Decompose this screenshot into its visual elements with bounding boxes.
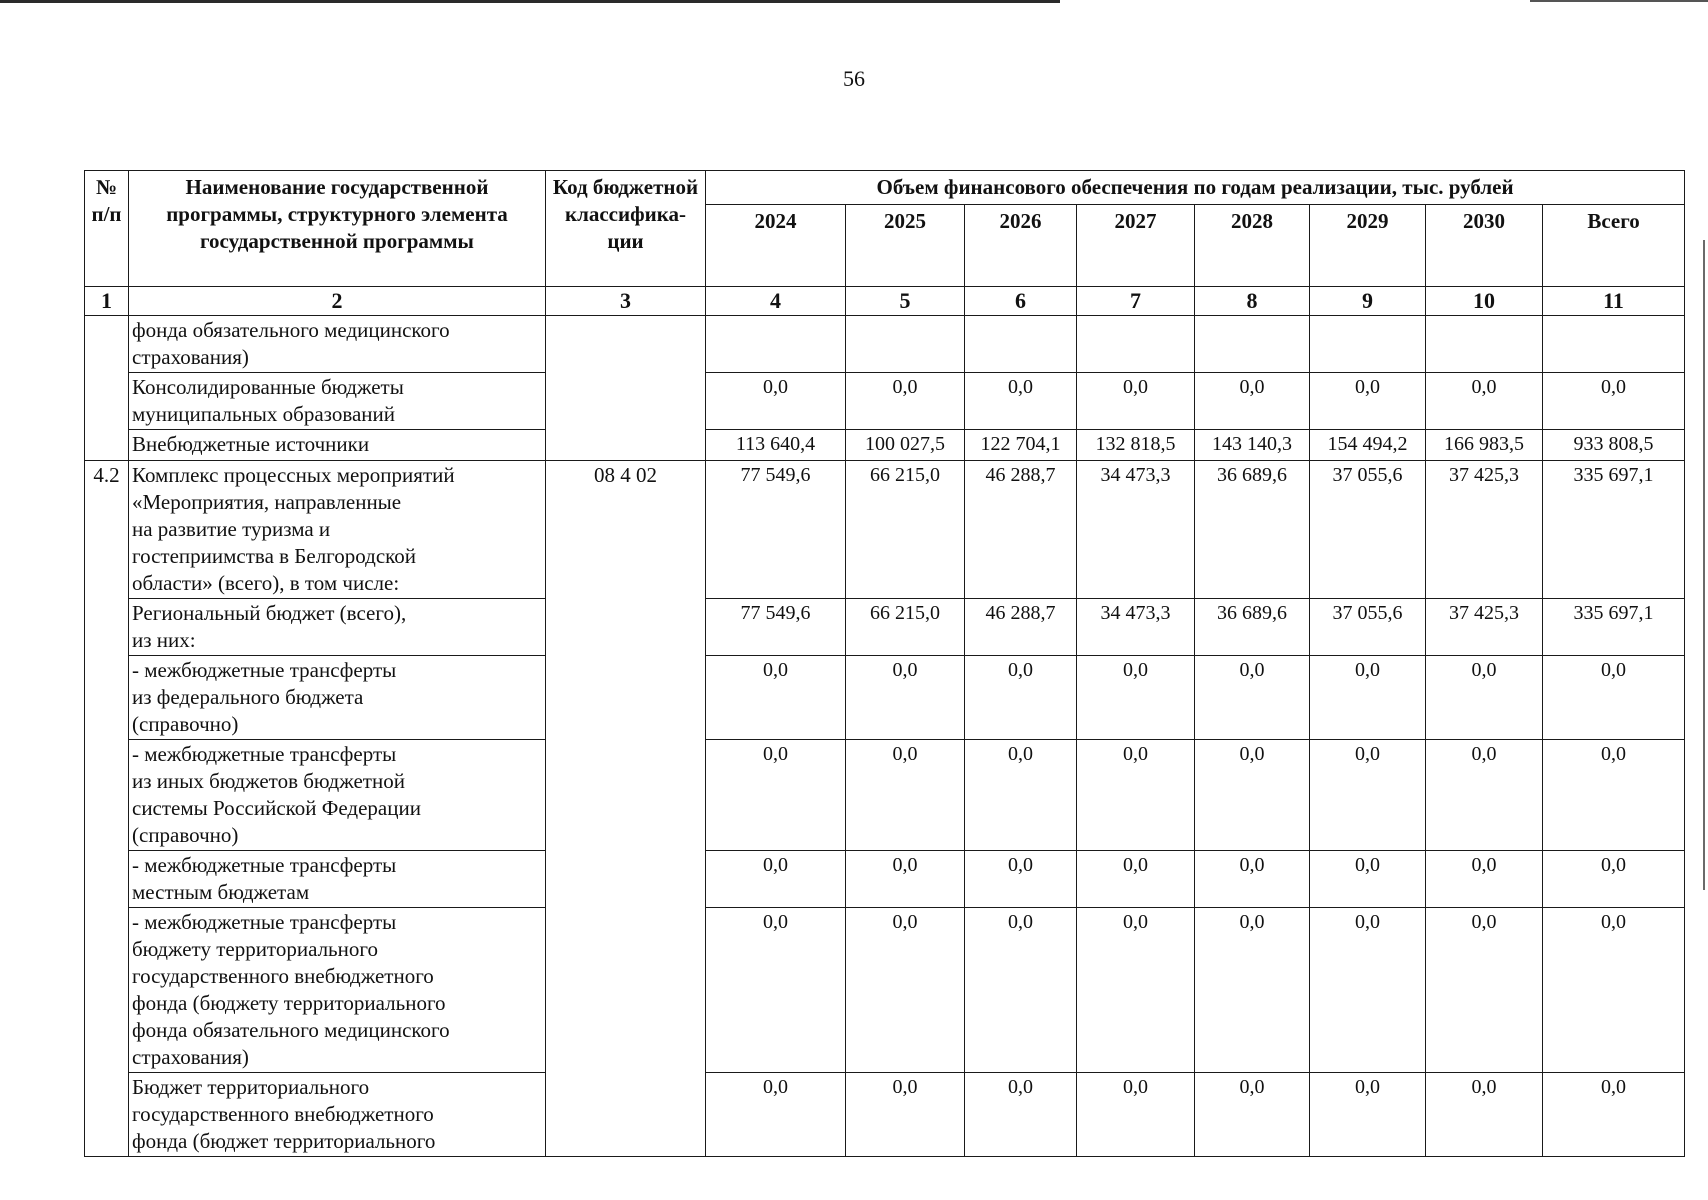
- header-year: 2024: [706, 205, 846, 287]
- value-cell: 335 697,1: [1543, 461, 1685, 599]
- value-cell: 37 055,6: [1310, 599, 1426, 656]
- table-row: [85, 461, 1685, 599]
- value-cell: 0,0: [846, 656, 965, 740]
- value-cell: 0,0: [1077, 1073, 1195, 1157]
- value-cell: 0,0: [1543, 851, 1685, 908]
- value-cell: 77 549,6: [706, 461, 846, 599]
- value-cell: 122 704,1: [965, 430, 1077, 461]
- value-cell: [1195, 316, 1310, 373]
- header-year: 2025: [846, 205, 965, 287]
- value-cell: 0,0: [1543, 740, 1685, 851]
- value-cell: [1077, 316, 1195, 373]
- value-cell: 36 689,6: [1195, 461, 1310, 599]
- value-cell: 0,0: [965, 656, 1077, 740]
- scan-edge-line: [0, 0, 1060, 3]
- value-cell: 0,0: [706, 1073, 846, 1157]
- value-cell: 0,0: [1426, 740, 1543, 851]
- value-cell: 0,0: [1426, 908, 1543, 1073]
- header-number: № п/п: [85, 171, 129, 287]
- header-year: 2026: [965, 205, 1077, 287]
- table-row: [85, 908, 1685, 1073]
- column-number: 1: [85, 287, 129, 316]
- value-cell: 0,0: [846, 373, 965, 430]
- table-row: [85, 851, 1685, 908]
- value-cell: 0,0: [965, 740, 1077, 851]
- column-number: 6: [965, 287, 1077, 316]
- value-cell: 46 288,7: [965, 599, 1077, 656]
- value-cell: [1543, 316, 1685, 373]
- row-name: Консолидированные бюджеты муниципальных образований: [129, 373, 546, 430]
- row-name: Комплекс процессных мероприятий «Мероприятия, направленные на развитие туризма и гостеприимства в Белгородской области» (всего), в том числе:: [129, 461, 546, 599]
- value-cell: [706, 316, 846, 373]
- budget-table: [84, 170, 1685, 1157]
- value-cell: 0,0: [706, 908, 846, 1073]
- value-cell: 37 055,6: [1310, 461, 1426, 599]
- value-cell: 0,0: [1310, 373, 1426, 430]
- value-cell: 0,0: [1310, 908, 1426, 1073]
- header-code: Код бюджетной классифика-ции: [546, 171, 706, 287]
- column-number: 3: [546, 287, 706, 316]
- header-row: [85, 171, 1685, 205]
- page-number: 56: [843, 66, 865, 91]
- header-year: 2030: [1426, 205, 1543, 287]
- row-name: - межбюджетные трансферты из федерального бюджета (справочно): [129, 656, 546, 740]
- value-cell: 0,0: [1077, 851, 1195, 908]
- value-cell: 0,0: [1195, 740, 1310, 851]
- value-cell: 37 425,3: [1426, 599, 1543, 656]
- value-cell: 0,0: [1426, 1073, 1543, 1157]
- header-year: 2027: [1077, 205, 1195, 287]
- value-cell: 0,0: [1426, 656, 1543, 740]
- value-cell: 0,0: [1195, 851, 1310, 908]
- value-cell: 0,0: [1077, 373, 1195, 430]
- row-name: - межбюджетные трансферты бюджету территориального государственного внебюджетного фонда (бюджету территориального фонда обязательного медицинского страхования): [129, 908, 546, 1073]
- table-row: [85, 599, 1685, 656]
- header-name: Наименование государственной программы, структурного элемента государственной программы: [129, 171, 546, 287]
- column-number: 10: [1426, 287, 1543, 316]
- value-cell: 66 215,0: [846, 461, 965, 599]
- value-cell: 0,0: [1195, 373, 1310, 430]
- value-cell: 166 983,5: [1426, 430, 1543, 461]
- value-cell: [1310, 316, 1426, 373]
- value-cell: 0,0: [1195, 1073, 1310, 1157]
- value-cell: 46 288,7: [965, 461, 1077, 599]
- value-cell: 132 818,5: [1077, 430, 1195, 461]
- row-name: Бюджет территориального государственного внебюджетного фонда (бюджет территориального: [129, 1073, 546, 1157]
- value-cell: 0,0: [965, 1073, 1077, 1157]
- value-cell: 0,0: [846, 851, 965, 908]
- column-number: 8: [1195, 287, 1310, 316]
- value-cell: 0,0: [1543, 656, 1685, 740]
- column-number: 9: [1310, 287, 1426, 316]
- row-number-cell: 4.2: [85, 461, 129, 1157]
- value-cell: [846, 316, 965, 373]
- scan-edge-line: [1703, 240, 1705, 890]
- row-code-cell: 08 4 02: [546, 461, 706, 1157]
- table-row: [85, 656, 1685, 740]
- row-name: - межбюджетные трансферты местным бюджетам: [129, 851, 546, 908]
- value-cell: 0,0: [706, 740, 846, 851]
- value-cell: 0,0: [1195, 908, 1310, 1073]
- value-cell: 0,0: [1310, 740, 1426, 851]
- value-cell: 0,0: [1195, 656, 1310, 740]
- value-cell: 0,0: [965, 908, 1077, 1073]
- value-cell: 335 697,1: [1543, 599, 1685, 656]
- table-row: [85, 373, 1685, 430]
- value-cell: 66 215,0: [846, 599, 965, 656]
- header-year: 2029: [1310, 205, 1426, 287]
- value-cell: 0,0: [1543, 908, 1685, 1073]
- row-name: фонда обязательного медицинского страхования): [129, 316, 546, 373]
- value-cell: 0,0: [1077, 656, 1195, 740]
- value-cell: 0,0: [846, 740, 965, 851]
- value-cell: 0,0: [846, 1073, 965, 1157]
- header-volume: Объем финансового обеспечения по годам реализации, тыс. рублей: [706, 171, 1685, 205]
- value-cell: 0,0: [1426, 373, 1543, 430]
- value-cell: [1426, 316, 1543, 373]
- column-number: 2: [129, 287, 546, 316]
- value-cell: 0,0: [846, 908, 965, 1073]
- header-year-total: Всего: [1543, 205, 1685, 287]
- value-cell: 0,0: [965, 851, 1077, 908]
- row-name: Внебюджетные источники: [129, 430, 546, 461]
- value-cell: 0,0: [706, 656, 846, 740]
- value-cell: 37 425,3: [1426, 461, 1543, 599]
- value-cell: 0,0: [1426, 851, 1543, 908]
- value-cell: 143 140,3: [1195, 430, 1310, 461]
- value-cell: 154 494,2: [1310, 430, 1426, 461]
- row-number-cell: [85, 316, 129, 461]
- table-row: [85, 430, 1685, 461]
- row-name: Региональный бюджет (всего), из них:: [129, 599, 546, 656]
- table-row: [85, 316, 1685, 373]
- row-code-cell: [546, 316, 706, 461]
- scan-edge-line: [1530, 0, 1708, 2]
- value-cell: 0,0: [1310, 851, 1426, 908]
- table-row: [85, 740, 1685, 851]
- value-cell: [965, 316, 1077, 373]
- value-cell: 933 808,5: [1543, 430, 1685, 461]
- value-cell: 113 640,4: [706, 430, 846, 461]
- column-number: 7: [1077, 287, 1195, 316]
- value-cell: 100 027,5: [846, 430, 965, 461]
- value-cell: 0,0: [1543, 373, 1685, 430]
- value-cell: 0,0: [1543, 1073, 1685, 1157]
- value-cell: 0,0: [706, 851, 846, 908]
- table-row: [85, 1073, 1685, 1157]
- header-year: 2028: [1195, 205, 1310, 287]
- value-cell: 77 549,6: [706, 599, 846, 656]
- row-name: - межбюджетные трансферты из иных бюджетов бюджетной системы Российской Федерации (справочно): [129, 740, 546, 851]
- value-cell: 36 689,6: [1195, 599, 1310, 656]
- value-cell: 0,0: [965, 373, 1077, 430]
- value-cell: 0,0: [706, 373, 846, 430]
- value-cell: 0,0: [1310, 1073, 1426, 1157]
- value-cell: 0,0: [1077, 908, 1195, 1073]
- column-number: 5: [846, 287, 965, 316]
- column-number-row: [85, 287, 1685, 316]
- value-cell: 34 473,3: [1077, 599, 1195, 656]
- value-cell: 34 473,3: [1077, 461, 1195, 599]
- column-number: 4: [706, 287, 846, 316]
- value-cell: 0,0: [1310, 656, 1426, 740]
- column-number: 11: [1543, 287, 1685, 316]
- value-cell: 0,0: [1077, 740, 1195, 851]
